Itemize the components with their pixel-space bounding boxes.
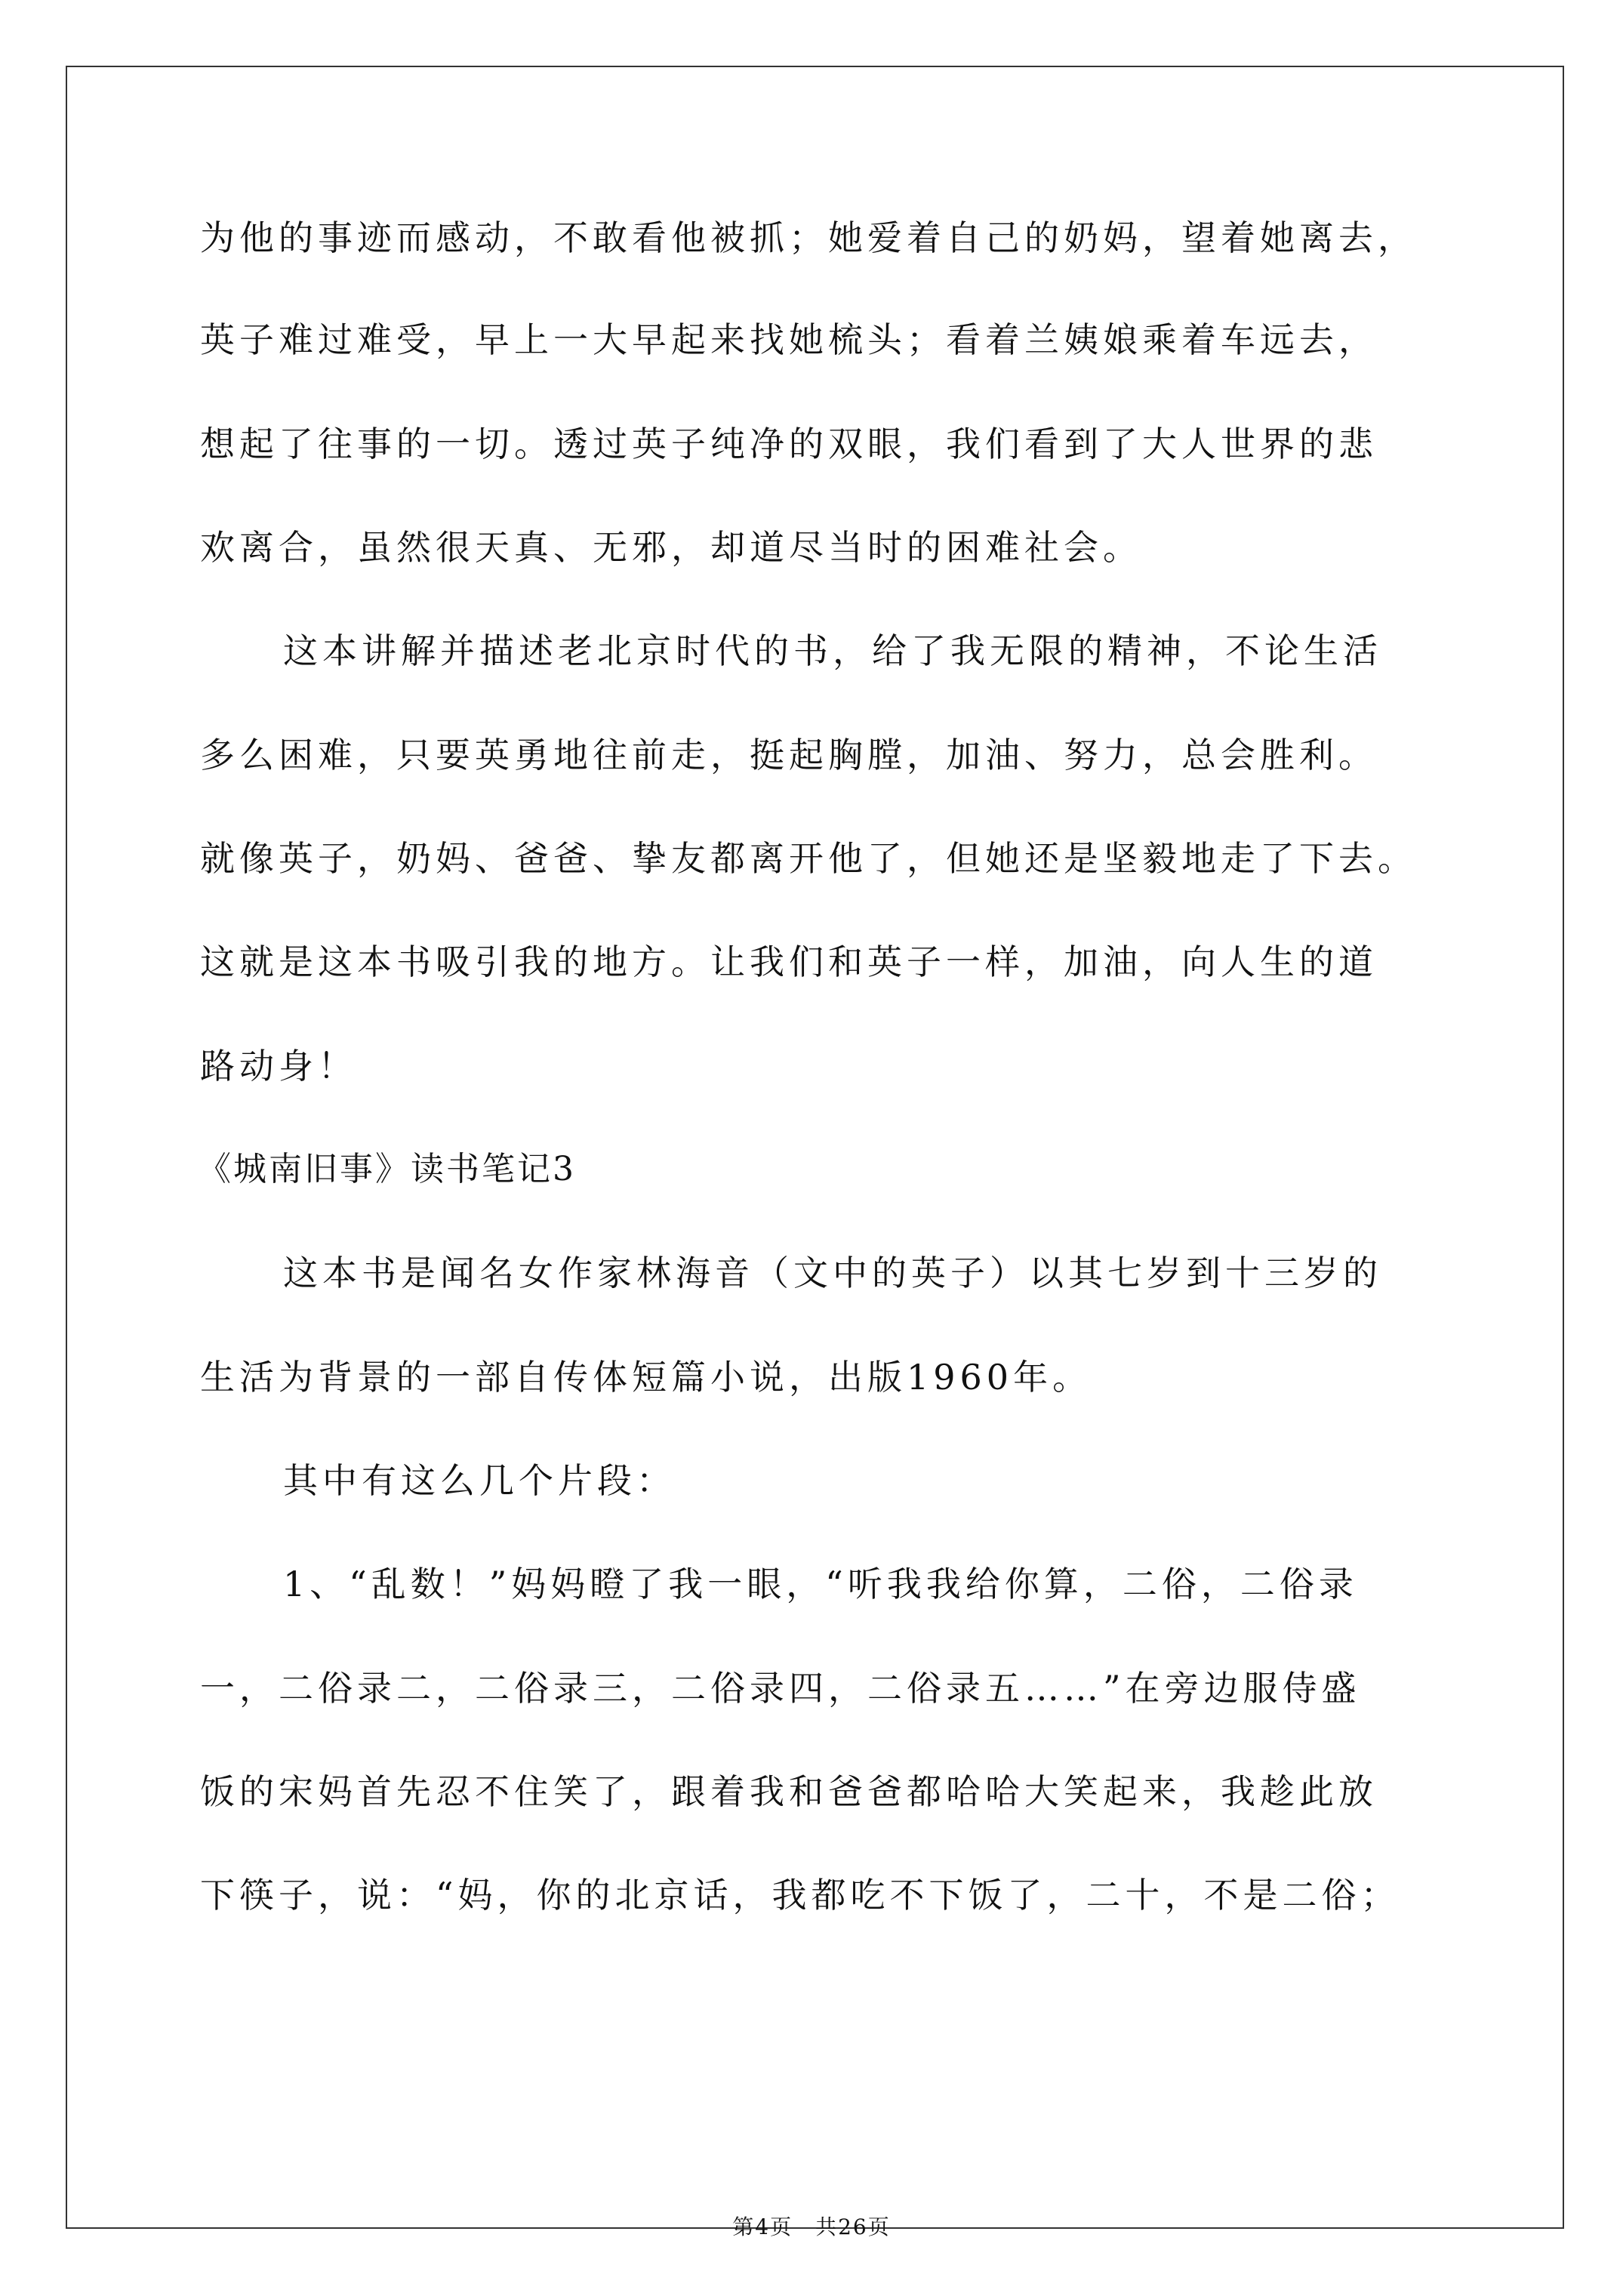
text-line: 为他的事迹而感动，不敢看他被抓；她爱着自己的奶妈，望着她离去， xyxy=(200,217,1417,258)
text-line: 想起了往事的一切。透过英子纯净的双眼，我们看到了大人世界的悲 xyxy=(200,424,1378,464)
text-line: 多么困难，只要英勇地往前走，挺起胸膛，加油、努力，总会胜利。 xyxy=(200,735,1378,775)
text-line: 1、“乱数！”妈妈瞪了我一眼，“听我我给你算，二俗，二俗录 xyxy=(283,1564,1358,1604)
text-line: 英子难过难受，早上一大早起来找她梳头；看着兰姨娘乘着车远去， xyxy=(200,319,1378,360)
text-line: 饭的宋妈首先忍不住笑了，跟着我和爸爸都哈哈大笑起来，我趁此放 xyxy=(200,1771,1378,1812)
text-line: 这本书是闻名女作家林海音（文中的英子）以其七岁到十三岁的 xyxy=(283,1253,1382,1293)
text-line: 这就是这本书吸引我的地方。让我们和英子一样，加油，向人生的道 xyxy=(200,942,1378,982)
page-number-footer: 第4页 共26页 xyxy=(732,2214,891,2239)
text-line: 就像英子，奶妈、爸爸、挚友都离开他了，但她还是坚毅地走了下去。 xyxy=(200,838,1417,879)
text-line: 其中有这么几个片段： xyxy=(283,1460,676,1501)
text-line: 一，二俗录二，二俗录三，二俗录四，二俗录五……”在旁边服侍盛 xyxy=(200,1668,1361,1709)
text-line: 路动身！ xyxy=(200,1046,357,1086)
text-line: 生活为背景的一部自传体短篇小说，出版1960年。 xyxy=(200,1357,1092,1398)
section-title: 《城南旧事》读书笔记3 xyxy=(198,1150,576,1188)
text-line: 这本讲解并描述老北京时代的书，给了我无限的精神，不论生活 xyxy=(283,630,1382,671)
text-line: 下筷子，说：“妈，你的北京话，我都吃不下饭了，二十，不是二俗； xyxy=(200,1875,1400,1915)
text-line: 欢离合，虽然很天真、无邪，却道尽当时的困难社会。 xyxy=(200,527,1142,568)
